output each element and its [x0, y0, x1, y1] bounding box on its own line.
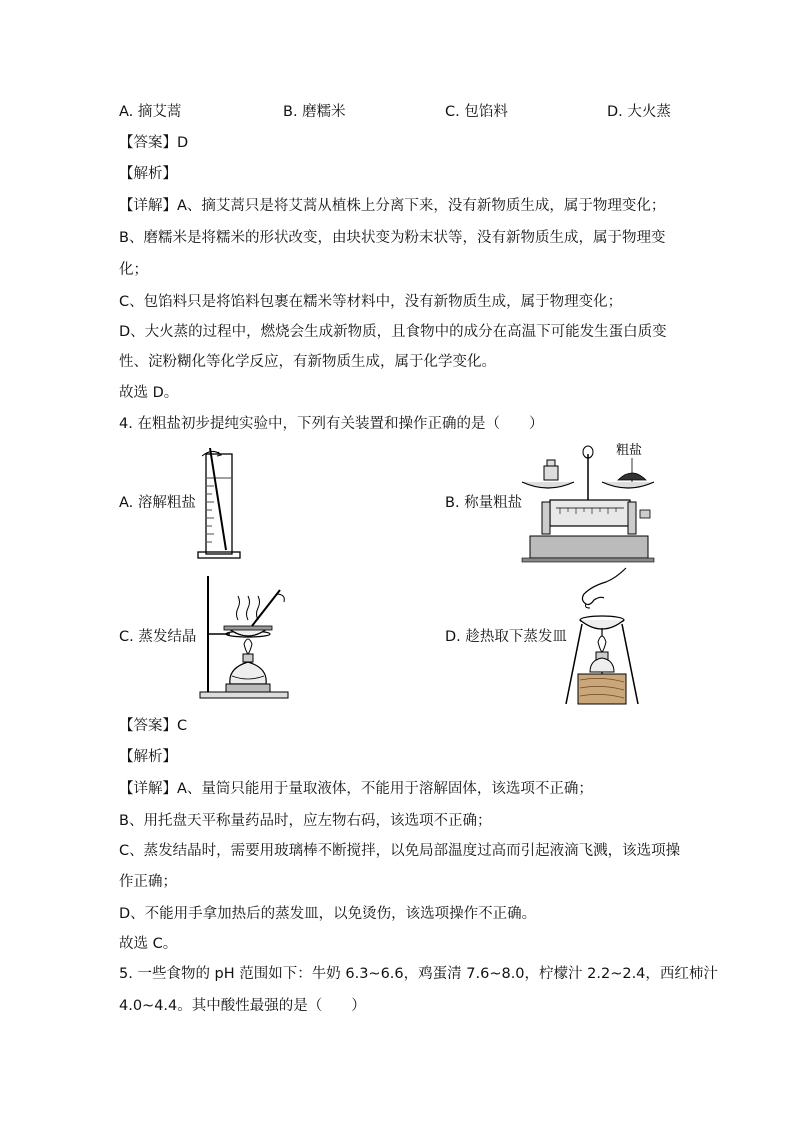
q3-analysis-title: 【解析】: [119, 166, 177, 182]
tripod-dish-figure: [556, 566, 652, 706]
q3-option-a: A. 摘艾蒿: [119, 104, 182, 120]
q3-conclusion: 故选 D。: [119, 385, 179, 401]
q3-detail-line: C、包馅料只是将馅料包裹在糯米等材料中，没有新物质生成，属于物理变化；: [119, 294, 623, 310]
q3-option-b: B. 磨糯米: [283, 104, 346, 120]
q3-detail-line: D、大火蒸的过程中，燃烧会生成新物质，且食物中的成分在高温下可能发生蛋白质变: [119, 324, 667, 340]
q4-stem: 4. 在粗盐初步提纯实验中，下列有关装置和操作正确的是（ ）: [119, 416, 544, 432]
q5-stem-line: 4.0~4.4。其中酸性最强的是（ ）: [119, 998, 366, 1014]
q4-answer: 【答案】C: [119, 718, 188, 734]
q3-option-d: D. 大火蒸: [607, 104, 671, 120]
q3-answer: 【答案】D: [119, 135, 189, 151]
evaporation-figure: [196, 572, 296, 702]
graduated-cylinder-figure: [196, 446, 244, 562]
q4-detail-line: B、用托盘天平称量药品时，应左物右码，该选项不正确；: [119, 813, 492, 829]
q4-option-d: D. 趁热取下蒸发皿: [445, 629, 567, 645]
q4-conclusion: 故选 C。: [119, 936, 178, 952]
q4-detail-line: C、蒸发结晶时，需要用玻璃棒不断搅拌，以免局部温度过高而引起液滴飞溅，该选项操: [119, 843, 681, 859]
q4-detail-line: 作正确；: [119, 874, 177, 890]
q3-detail-line: B、磨糯米是将糯米的形状改变，由块状变为粉末状等，没有新物质生成，属于物理变: [119, 230, 666, 246]
q4-analysis-title: 【解析】: [119, 749, 177, 765]
q4-option-b: B. 称量粗盐: [445, 495, 523, 511]
q4-option-a: A. 溶解粗盐: [119, 495, 196, 511]
q3-detail-line: 性、淀粉糊化等化学反应，有新物质生成，属于化学变化。: [119, 354, 496, 370]
q3-detail-line: 【详解】A、摘艾蒿只是将艾蒿从植株上分离下来，没有新物质生成，属于物理变化；: [119, 198, 666, 214]
q3-option-c: C. 包馅料: [445, 104, 508, 120]
q5-stem-line: 5. 一些食物的 pH 范围如下：牛奶 6.3~6.6，鸡蛋清 7.6~8.0，柠檬汁 2.2~2.4，西红柿汁: [119, 966, 718, 982]
q4-option-c: C. 蒸发结晶: [119, 629, 197, 645]
q3-detail-line: 化；: [119, 262, 148, 278]
q4-detail-line: 【详解】A、量筒只能用于量取液体，不能用于溶解固体，该选项不正确；: [119, 781, 593, 797]
salt-label: 粗盐: [616, 443, 643, 458]
q4-detail-line: D、不能用手拿加热后的蒸发皿，以免烫伤，该选项操作不正确。: [119, 906, 537, 922]
balance-figure: [520, 440, 656, 564]
